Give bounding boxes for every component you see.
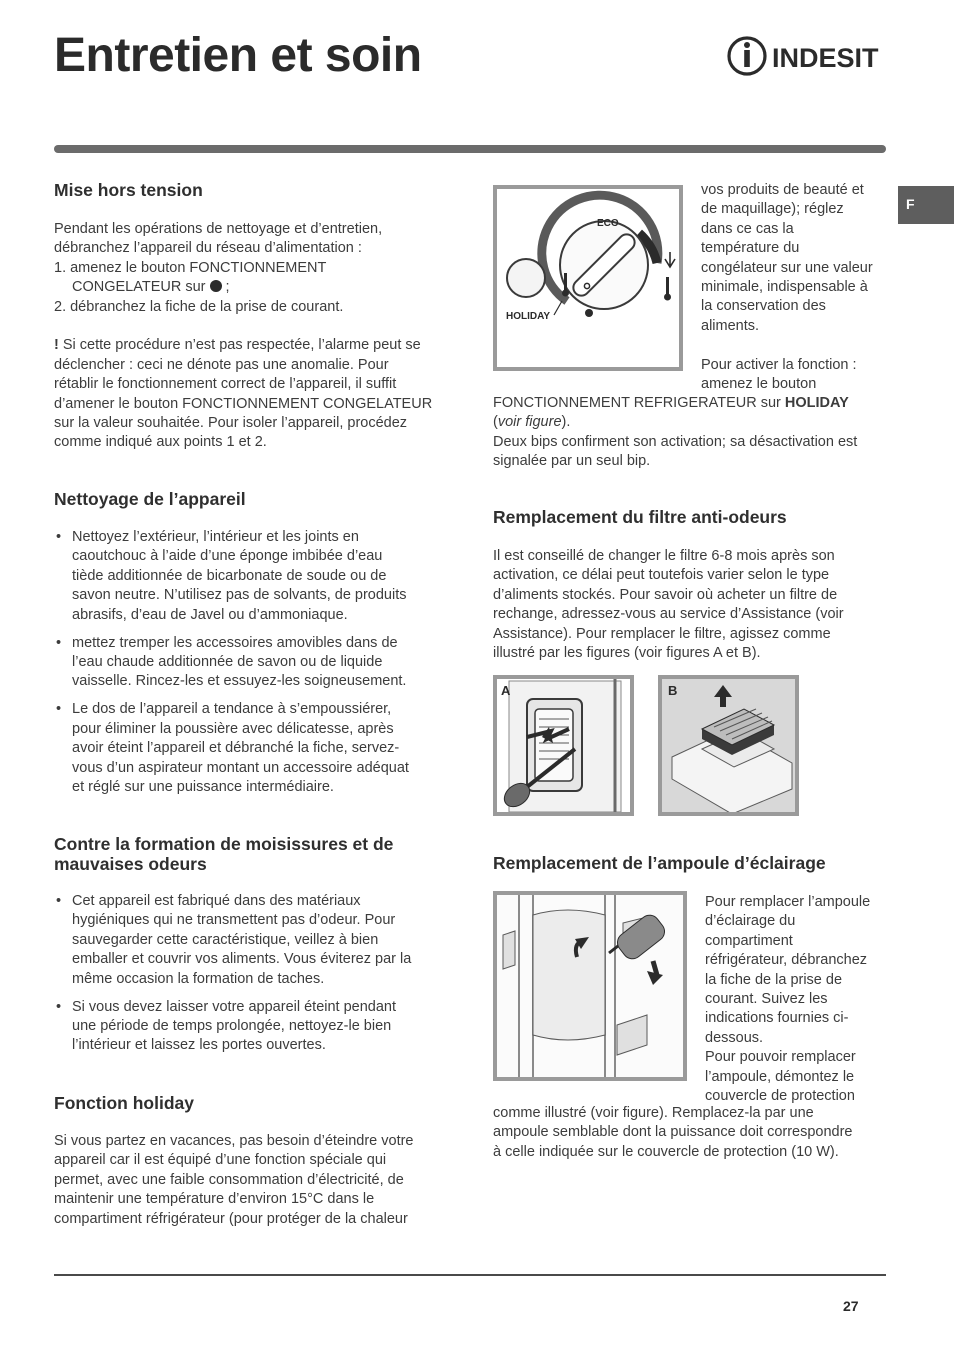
top-divider [54, 145, 886, 153]
list-item: • Nettoyez l’extérieur, l’intérieur et les joints en caoutchouc à l’aide d’une éponge imbibée d’eau tiède additionnée de bicarbonate de soude ou de savon neutre. N’utilisez pas de solvants, de produits abrasifs, d’eau de Javel ou d’ammoniaque. [54, 528, 454, 625]
eco-label: ECO [597, 218, 619, 229]
holiday-text: Si vous partez en vacances, pas besoin d’éteindre votre appareil car il est équipé d’une fonction spéciale qui permet, avec une faible consommation d’électricité, de maintenir une température d’environ 15°C dans le compartiment réfrigérateur (pour protéger de la chaleur [54, 1133, 414, 1227]
figure-b [658, 675, 799, 816]
heading-moisissures: Contre la formation de moisissures et de mauvaises odeurs [54, 834, 394, 874]
ampoule-full-text: comme illustré (voir figure). Remplacez-la par une ampoule semblable dont la puissance doit correspondre à celle indiquée sur le couvercle de protection (10 W). [493, 1105, 853, 1160]
warning-mark: ! [54, 337, 59, 354]
filtre-text: Il est conseillé de changer le filtre 6-8 mois après son activation, ce délai peut toutefois varier selon le type d’aliments stockés. Pour savoir où acheter un filtre de rechange, adressez-vous au service d’Assistance (voir Assistance). Pour remplacer le filtre, agissez comme illustré par les figures (voir figures A et B). [493, 548, 844, 662]
heading-mise-hors-tension: Mise hors tension [54, 180, 203, 200]
off-dot-icon [210, 280, 222, 292]
indesit-logo [726, 34, 886, 78]
holiday-label: HOLIDAY [506, 311, 551, 322]
brand-name: INDESIT [772, 43, 879, 73]
holiday-activation-text: FONCTIONNEMENT REFRIGERATEUR sur HOLIDAY (voir figure). Deux bips confirment son activation; sa désactivation est signalée par un seul bip. [493, 395, 858, 470]
heading-holiday: Fonction holiday [54, 1093, 194, 1113]
figure-a [493, 675, 634, 816]
page-title: Entretien et soin [54, 29, 422, 82]
holiday-dial-figure [493, 185, 683, 371]
mise-hors-tension-text: Pendant les opérations de nettoyage et d’entretien, débranchez l’appareil du réseau d’alimentation : 1. amenez le bouton FONCTIONNEMENT CONGELATEUR sur ; 2. débranchez la fiche de la prise de courant. ! Si cette procédure n’est pas respectée, l’alarme peut se déclencher : ceci ne dénote pas une anomalie. Pour rétablir le fonctionnement correct de l’appareil, il suffit d’amener le bouton FONCTIONNEMENT CONGELATEUR sur la valeur souhaitée. Pour isoler l’appareil, procédez comme indiqué aux points 1 et 2. [54, 221, 433, 451]
ampoule-figure [493, 891, 687, 1081]
ampoule-side-text: Pour remplacer l’ampoule d’éclairage du compartiment réfrigérateur, débranchez la fiche de la prise de courant. Suivez les indications fournies ci- dessous. Pour pouvoir remplacer l’ampoule, démontez le couvercle de protection [705, 894, 871, 1105]
heading-filtre: Remplacement du filtre anti-odeurs [493, 507, 787, 527]
heading-nettoyage: Nettoyage de l’appareil [54, 489, 246, 509]
page-number: 27 [843, 1298, 859, 1314]
bottom-divider [54, 1274, 886, 1276]
nettoyage-list [54, 528, 454, 806]
figure-a-label: A [501, 683, 511, 698]
moisissures-list [54, 892, 454, 1064]
list-item: • Si vous devez laisser votre appareil éteint pendant une période de temps prolongée, nettoyez-le bien l’intérieur et laissez les portes ouvertes. [54, 998, 454, 1056]
thermometer-cold-icon [666, 277, 669, 295]
heading-ampoule: Remplacement de l’ampoule d’éclairage [493, 853, 826, 873]
holiday-cont-side: vos produits de beauté et de maquillage); réglez dans ce cas la température du congélateur sur une valeur minimale, indispensable à la conservation des aliments. Pour activer la fonction : amenez le bouton [701, 182, 873, 393]
figure-b-label: B [668, 683, 678, 698]
thermometer-icon [564, 273, 567, 291]
list-item: • Cet appareil est fabriqué dans des matériaux hygiéniques qui ne transmettent pas d’odeur. Pour sauvegarder cette caractéristique, veillez à bien emballer et couvrir vos aliments. Vous éviterez par la même occasion la formation de taches. [54, 892, 454, 989]
language-tab: F [898, 186, 954, 224]
list-item: • mettez tremper les accessoires amovibles dans de l’eau chaude additionnée de savon ou de liquide vaisselle. Rincez-les et essuyez-les soigneusement. [54, 634, 454, 692]
list-item: • Le dos de l’appareil a tendance à s’empoussiérer, pour éliminer la poussière avec délicatesse, après avoir éteint l’appareil et débranché la fiche, servez- vous d’un aspirateur montant un accessoire adéquat et réglé sur une puissance intermédiaire. [54, 700, 454, 797]
